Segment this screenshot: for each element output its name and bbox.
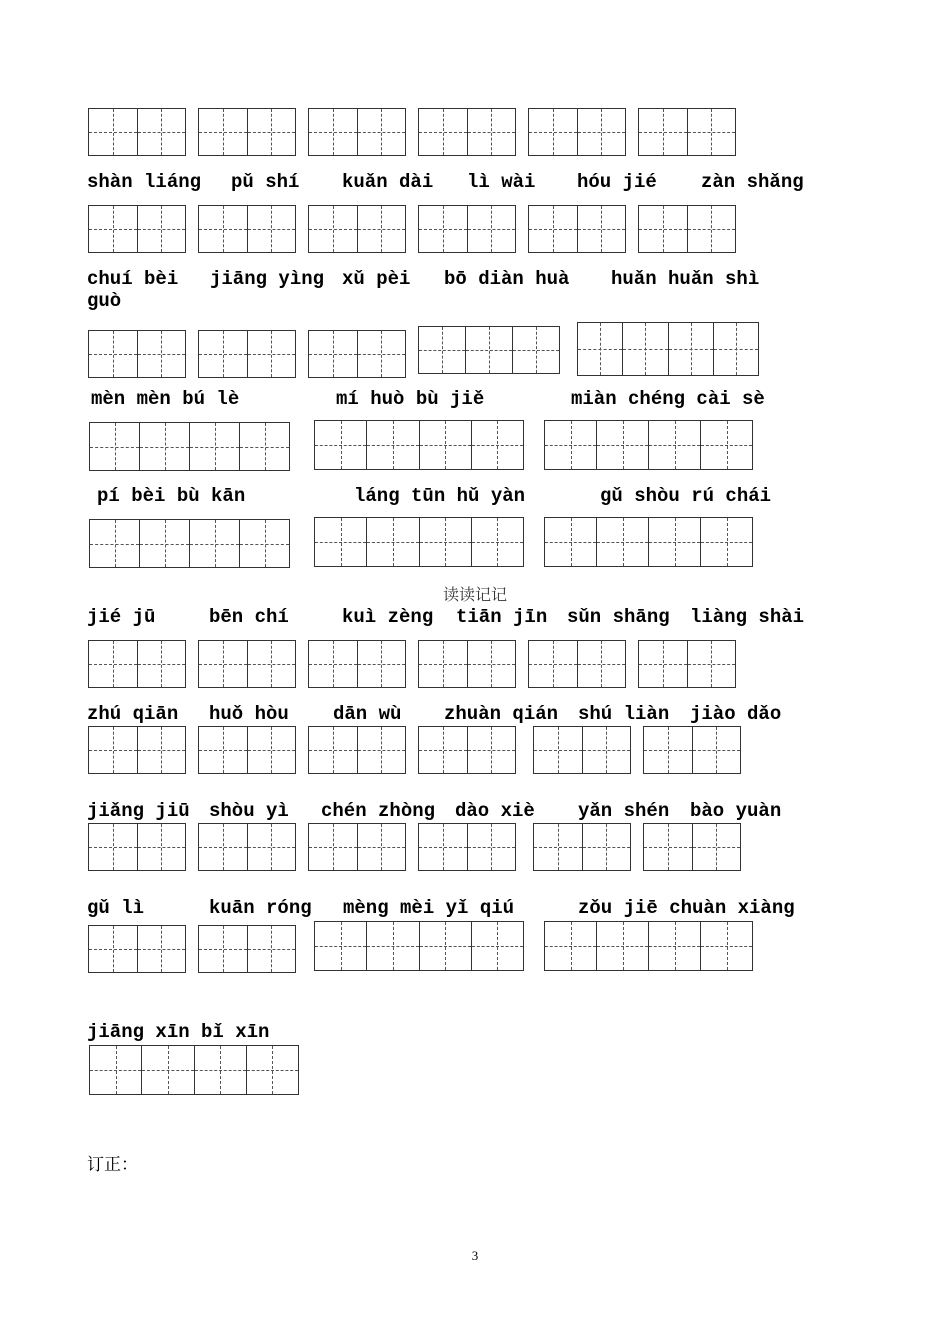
writing-grid[interactable]: [198, 330, 296, 378]
writing-grid[interactable]: [88, 205, 186, 253]
pinyin-label: shàn liáng: [87, 171, 202, 193]
writing-grid[interactable]: [308, 640, 406, 688]
pinyin-label: gǔ shòu rú chái: [600, 485, 772, 507]
correction-label: 订正：: [87, 1155, 138, 1175]
writing-grid[interactable]: [88, 108, 186, 156]
pinyin-label: gǔ lì: [87, 897, 145, 919]
writing-grid[interactable]: [198, 726, 296, 774]
writing-grid[interactable]: [418, 640, 516, 688]
pinyin-label: chén zhòng: [321, 800, 436, 822]
pinyin-label: mèng mèi yǐ qiú: [343, 897, 515, 919]
writing-grid[interactable]: [198, 205, 296, 253]
writing-grid[interactable]: [577, 322, 759, 376]
pinyin-label: tiān jīn: [456, 606, 548, 628]
pinyin-label: pí bèi bù kān: [97, 485, 246, 507]
pinyin-label: kuì zèng: [342, 606, 434, 628]
pinyin-label: láng tūn hǔ yàn: [354, 485, 526, 507]
pinyin-label: lì wài: [467, 171, 536, 193]
pinyin-label: dào xiè: [455, 800, 535, 822]
section-heading: 读读记记: [442, 585, 507, 604]
writing-grid[interactable]: [643, 823, 741, 871]
pinyin-label: kuǎn dài: [342, 171, 434, 193]
writing-grid[interactable]: [88, 925, 186, 973]
pinyin-label: pǔ shí: [231, 171, 300, 193]
writing-grid[interactable]: [528, 205, 626, 253]
pinyin-label: bào yuàn: [690, 800, 782, 822]
pinyin-label: dān wù: [333, 703, 402, 725]
writing-grid[interactable]: [528, 108, 626, 156]
pinyin-label: sǔn shāng: [567, 606, 670, 628]
pinyin-label: mí huò bù jiě: [336, 388, 485, 410]
pinyin-label: jiāng yìng: [210, 268, 325, 290]
writing-grid[interactable]: [638, 205, 736, 253]
writing-grid[interactable]: [308, 205, 406, 253]
writing-grid[interactable]: [88, 726, 186, 774]
writing-grid[interactable]: [418, 326, 560, 374]
pinyin-label: hóu jié: [577, 171, 657, 193]
pinyin-label: liàng shài: [690, 606, 805, 628]
page-number: 3: [471, 1248, 479, 1263]
pinyin-label: huǒ hòu: [209, 703, 289, 725]
pinyin-label: bō diàn huà: [444, 268, 570, 290]
writing-grid[interactable]: [544, 921, 753, 971]
writing-grid[interactable]: [528, 640, 626, 688]
pinyin-label: guò: [87, 290, 122, 312]
writing-grid[interactable]: [638, 108, 736, 156]
writing-grid[interactable]: [308, 330, 406, 378]
writing-grid[interactable]: [533, 726, 631, 774]
pinyin-label: zǒu jiē chuàn xiàng: [578, 897, 795, 919]
writing-grid[interactable]: [314, 420, 524, 470]
writing-grid[interactable]: [418, 108, 516, 156]
writing-grid[interactable]: [88, 640, 186, 688]
writing-grid[interactable]: [533, 823, 631, 871]
pinyin-label: miàn chéng cài sè: [571, 388, 765, 410]
pinyin-label: zhuàn qián: [444, 703, 559, 725]
writing-grid[interactable]: [638, 640, 736, 688]
pinyin-label: jiǎng jiū: [87, 800, 190, 822]
pinyin-label: jiào dǎo: [690, 703, 782, 725]
pinyin-label: zàn shǎng: [701, 171, 804, 193]
writing-grid[interactable]: [308, 108, 406, 156]
pinyin-label: yǎn shén: [578, 800, 670, 822]
writing-grid[interactable]: [89, 519, 290, 568]
pinyin-label: xǔ pèi: [342, 268, 411, 290]
writing-grid[interactable]: [89, 422, 290, 471]
writing-grid[interactable]: [198, 640, 296, 688]
writing-grid[interactable]: [198, 823, 296, 871]
writing-grid[interactable]: [88, 823, 186, 871]
pinyin-label: jiāng xīn bǐ xīn: [87, 1021, 270, 1043]
writing-grid[interactable]: [314, 517, 524, 567]
writing-grid[interactable]: [89, 1045, 299, 1095]
pinyin-label: huǎn huǎn shì: [611, 268, 760, 290]
writing-grid[interactable]: [198, 925, 296, 973]
writing-grid[interactable]: [418, 823, 516, 871]
pinyin-label: shòu yì: [209, 800, 289, 822]
writing-grid[interactable]: [314, 921, 524, 971]
pinyin-label: shú liàn: [578, 703, 670, 725]
writing-grid[interactable]: [418, 726, 516, 774]
writing-grid[interactable]: [544, 420, 753, 470]
writing-grid[interactable]: [198, 108, 296, 156]
writing-grid[interactable]: [544, 517, 753, 567]
writing-grid[interactable]: [88, 330, 186, 378]
writing-grid[interactable]: [308, 823, 406, 871]
writing-grid[interactable]: [418, 205, 516, 253]
pinyin-label: chuí bèi: [87, 268, 179, 290]
pinyin-label: jié jū: [87, 606, 156, 628]
pinyin-label: kuān róng: [209, 897, 312, 919]
pinyin-label: mèn mèn bú lè: [91, 388, 240, 410]
writing-grid[interactable]: [308, 726, 406, 774]
pinyin-label: bēn chí: [209, 606, 289, 628]
writing-grid[interactable]: [643, 726, 741, 774]
pinyin-label: zhú qiān: [87, 703, 179, 725]
